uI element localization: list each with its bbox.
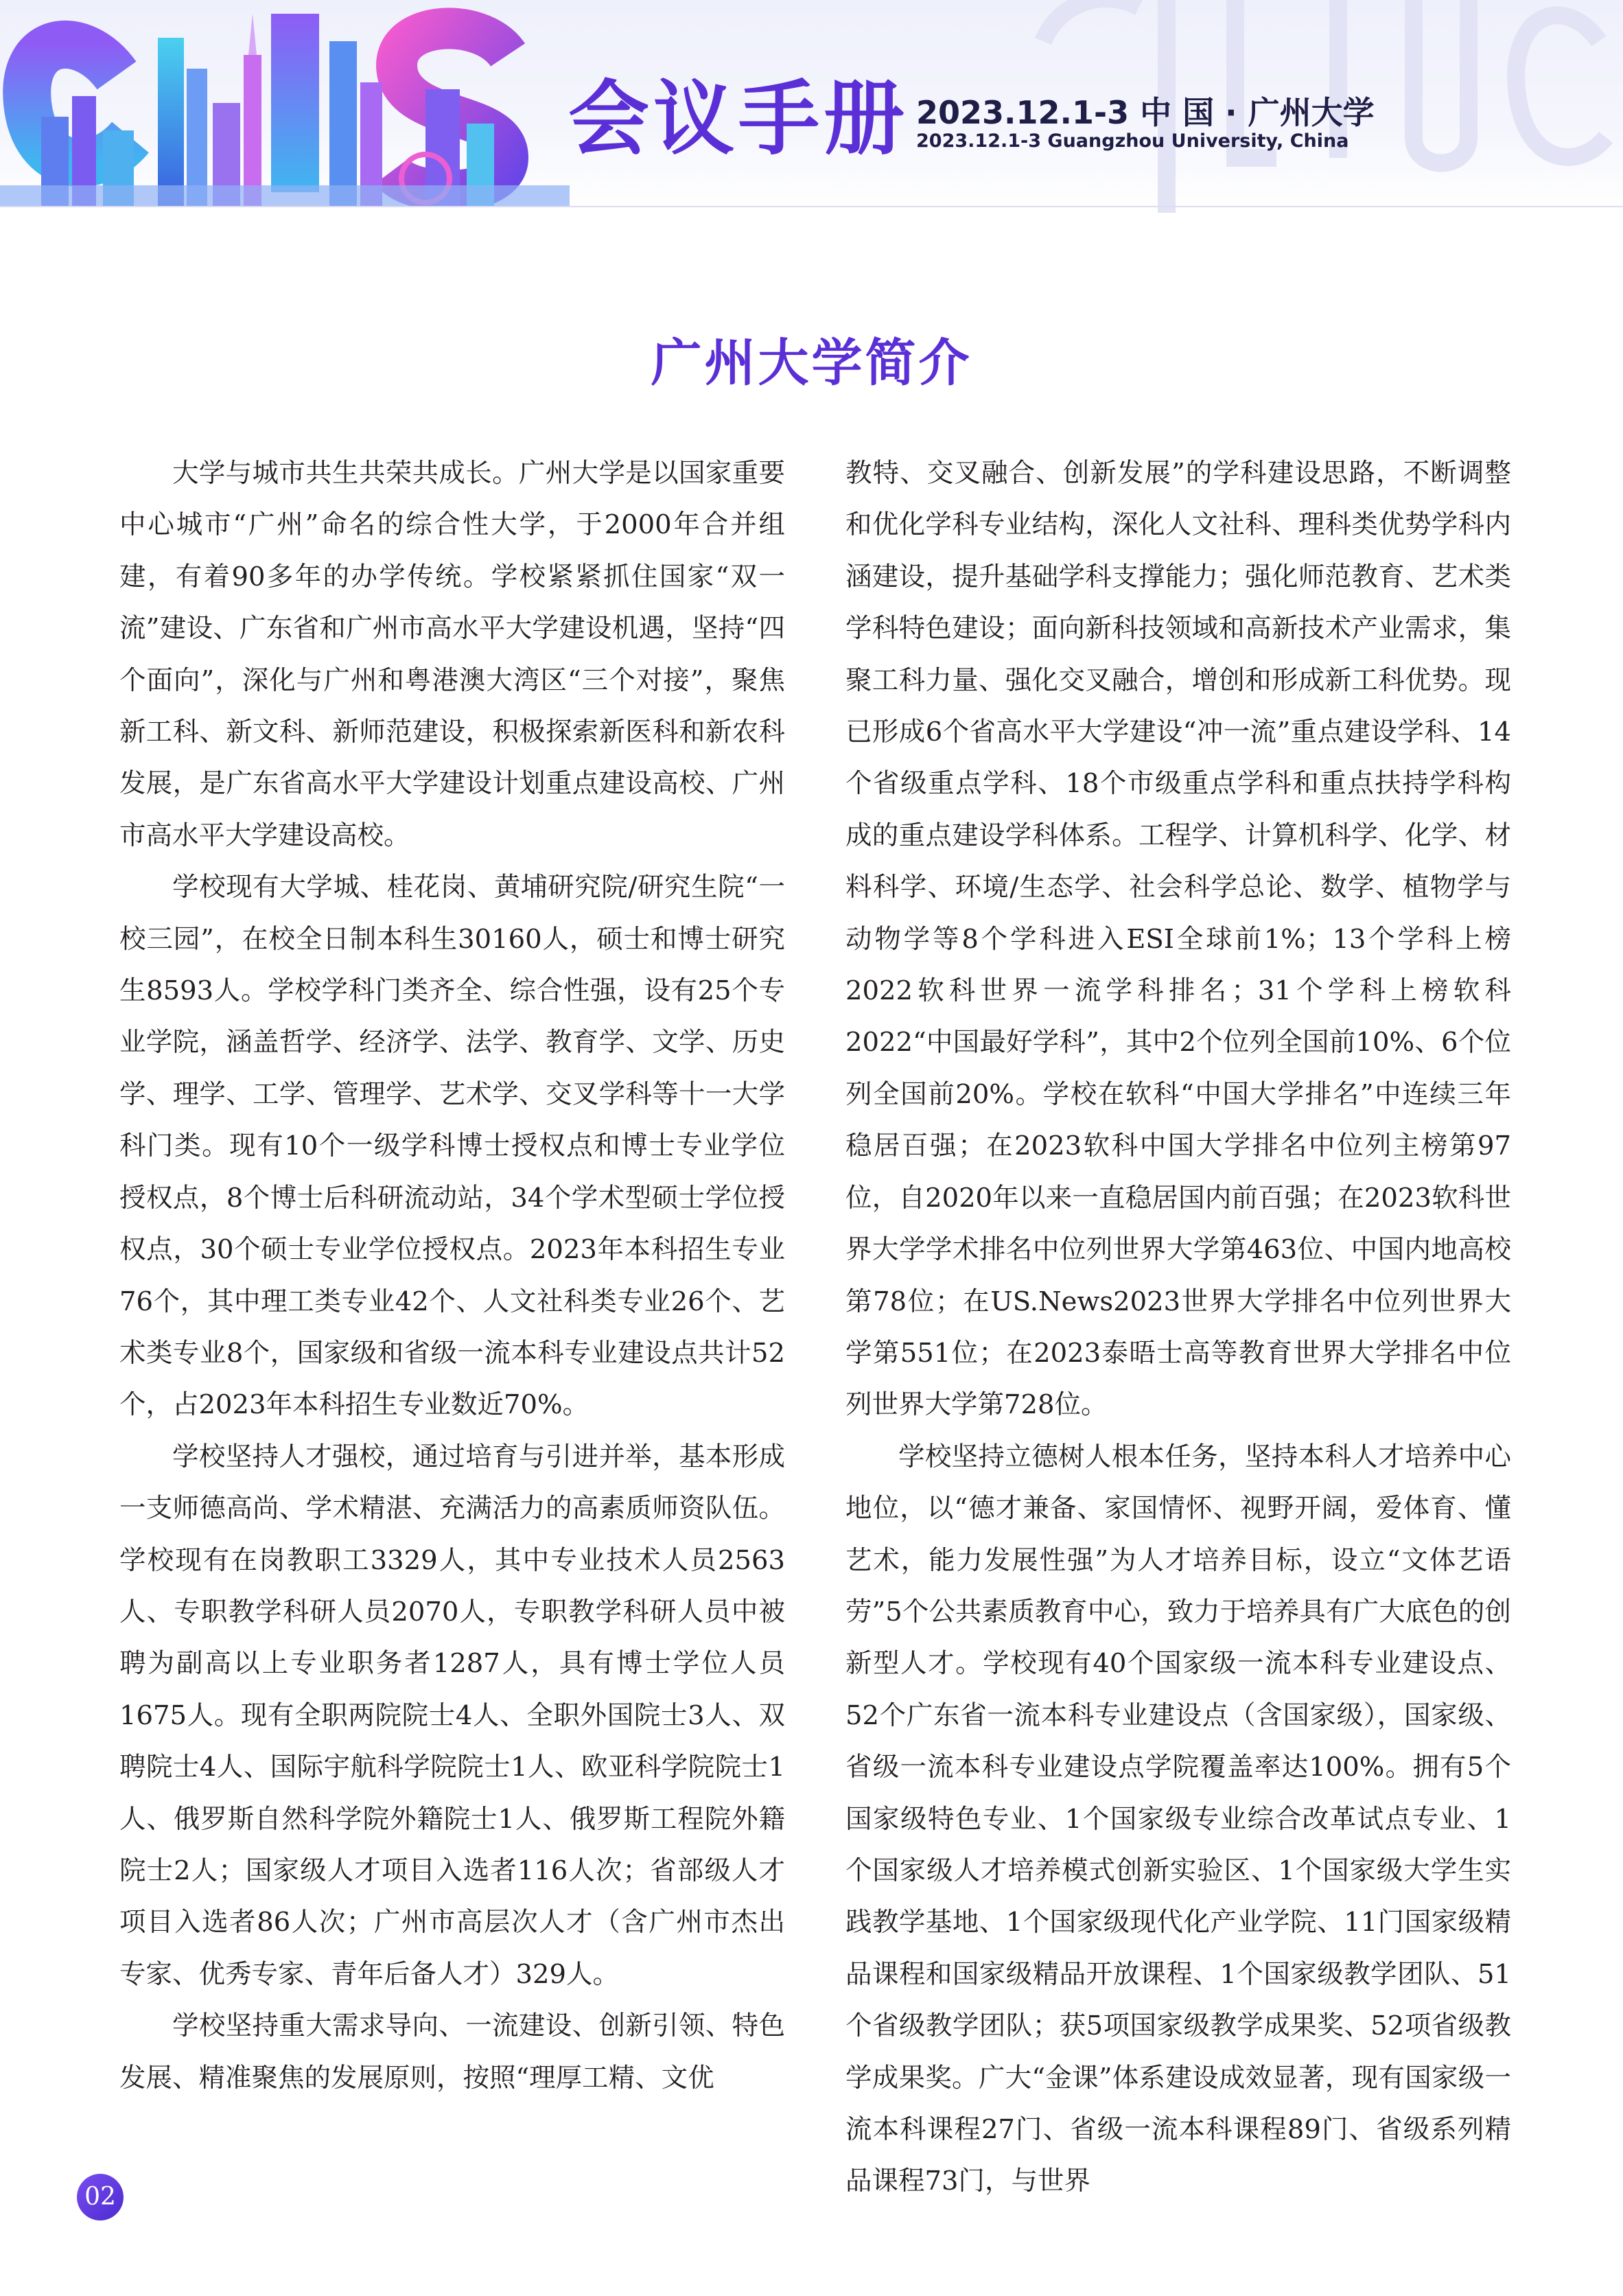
event-date-english: 2023.12.1-3 Guangzhou University, China bbox=[916, 130, 1349, 152]
paragraph: 学校坚持重大需求导向、一流建设、创新引领、特色发展、精准聚焦的发展原则，按照“理厚工精、文优 bbox=[119, 2010, 785, 2094]
page-title: 广州大学简介 bbox=[651, 334, 972, 393]
paragraph: 学校坚持人才强校，通过培育与引进并举，基本形成一支师德高尚、学术精湛、充满活力的高素质师资队伍。学校现有在岗教职工3329人，其中专业技术人员2563人、专职教学科研人员2070人，专职教学科研人员中被聘为副高以上专业职务者1287人，具有博士学位人员1675人。现有全职两院院士4人、全职外国院士3人、双聘院士4人、国际宇航科学院院士1人、欧亚科学院院士1人、俄罗斯自然科学院外籍院士1人、俄罗斯工程院外籍院士2人；国家级人才项目入选者116人次；省部级人才项目入选者86人次；广州市高层次人才（含广州市杰出专家、优秀专家、青年后备人才）329人。 bbox=[119, 1441, 785, 1990]
event-date-chinese: 2023.12.1-3 中 国 · 广州大学 bbox=[916, 94, 1375, 131]
paragraph: 大学与城市共生共荣共成长。广州大学是以国家重要中心城市“广州”命名的综合性大学，于2000年合并组建，有着90多年的办学传统。学校紧紧抓住国家“双一流”建设、广东省和广州市高水平大学建设机遇，坚持“四个面向”，深化与广州和粤港澳大湾区“三个对接”，聚焦新工科、新文科、新师范建设，积极探索新医科和新农科发展，是广东省高水平大学建设计划重点建设高校、广州市高水平大学建设高校。 bbox=[119, 458, 785, 851]
left-column bbox=[119, 448, 785, 2104]
header-banner bbox=[0, 0, 1623, 213]
right-column bbox=[845, 448, 1511, 2207]
city-skyline-illustration bbox=[0, 0, 570, 206]
paragraph: 学校坚持立德树人根本任务，坚持本科人才培养中心地位，以“德才兼备、家国情怀、视野开阔，爱体育、懂艺术，能力发展性强”为人才培养目标，设立“文体艺语劳”5个公共素质教育中心，致力于培养具有广大底色的创新型人才。学校现有40个国家级一流本科专业建设点、52个广东省一流本科专业建设点（含国家级），国家级、省级一流本科专业建设点学院覆盖率达100%。拥有5个国家级特色专业、1个国家级专业综合改革试点专业、1个国家级人才培养模式创新实验区、1个国家级大学生实践教学基地、1个国家级现代化产业学院、11门国家级精品课程和国家级精品开放课程、1个国家级教学团队、51个省级教学团队；获5项国家级教学成果奖、52项省级教学成果奖。广大“金课”体系建设成效显著，现有国家级一流本科课程27门、省级一流本科课程89门、省级系列精品课程73门，与世界 bbox=[845, 1441, 1511, 2197]
header-divider bbox=[0, 206, 1623, 207]
paragraph: 学校现有大学城、桂花岗、黄埔研究院/研究生院“一校三园”，在校全日制本科生30160人，硕士和博士研究生8593人。学校学科门类齐全、综合性强，设有25个专业学院，涵盖哲学、经济学、法学、教育学、文学、历史学、理学、工学、管理学、艺术学、交叉学科等十一大学科门类。现有10个一级学科博士授权点和博士专业学位授权点，8个博士后科研流动站，34个学术型硕士学位授权点，30个硕士专业学位授权点。2023年本科招生专业76个，其中理工类专业42个、人文社科类专业26个、艺术类专业8个，国家级和省级一流本科专业建设点共计52个，占2023年本科招生专业数近70%。 bbox=[119, 872, 785, 1421]
paragraph-continued: 教特、交叉融合、创新发展”的学科建设思路，不断调整和优化学科专业结构，深化人文社科、理科类优势学科内涵建设，提升基础学科支撑能力；强化师范教育、艺术类学科特色建设；面向新科技领域和高新技术产业需求，集聚工科力量、强化交叉融合，增创和形成新工科优势。现已形成6个省高水平大学建设“冲一流”重点建设学科、14个省级重点学科、18个市级重点学科和重点扶持学科构成的重点建设学科体系。工程学、计算机科学、化学、材料科学、环境/生态学、社会科学总论、数学、植物学与动物学等8个学科进入ESI全球前1%；13个学科上榜2022软科世界一流学科排名；31个学科上榜软科2022“中国最好学科”，其中2个位列全国前10%、6个位列全国前20%。学校在软科“中国大学排名”中连续三年稳居百强；在2023软科中国大学排名中位列主榜第97位，自2020年以来一直稳居国内前百强；在2023软科世界大学学术排名中位列世界大学第463位、中国内地高校第78位；在US.News2023世界大学排名中位列世界大学第551位；在2023泰晤士高等教育世界大学排名中位列世界大学第728位。 bbox=[845, 458, 1511, 1421]
page-number: 02 bbox=[77, 2174, 124, 2220]
manual-title: 会议手册 bbox=[568, 71, 909, 166]
